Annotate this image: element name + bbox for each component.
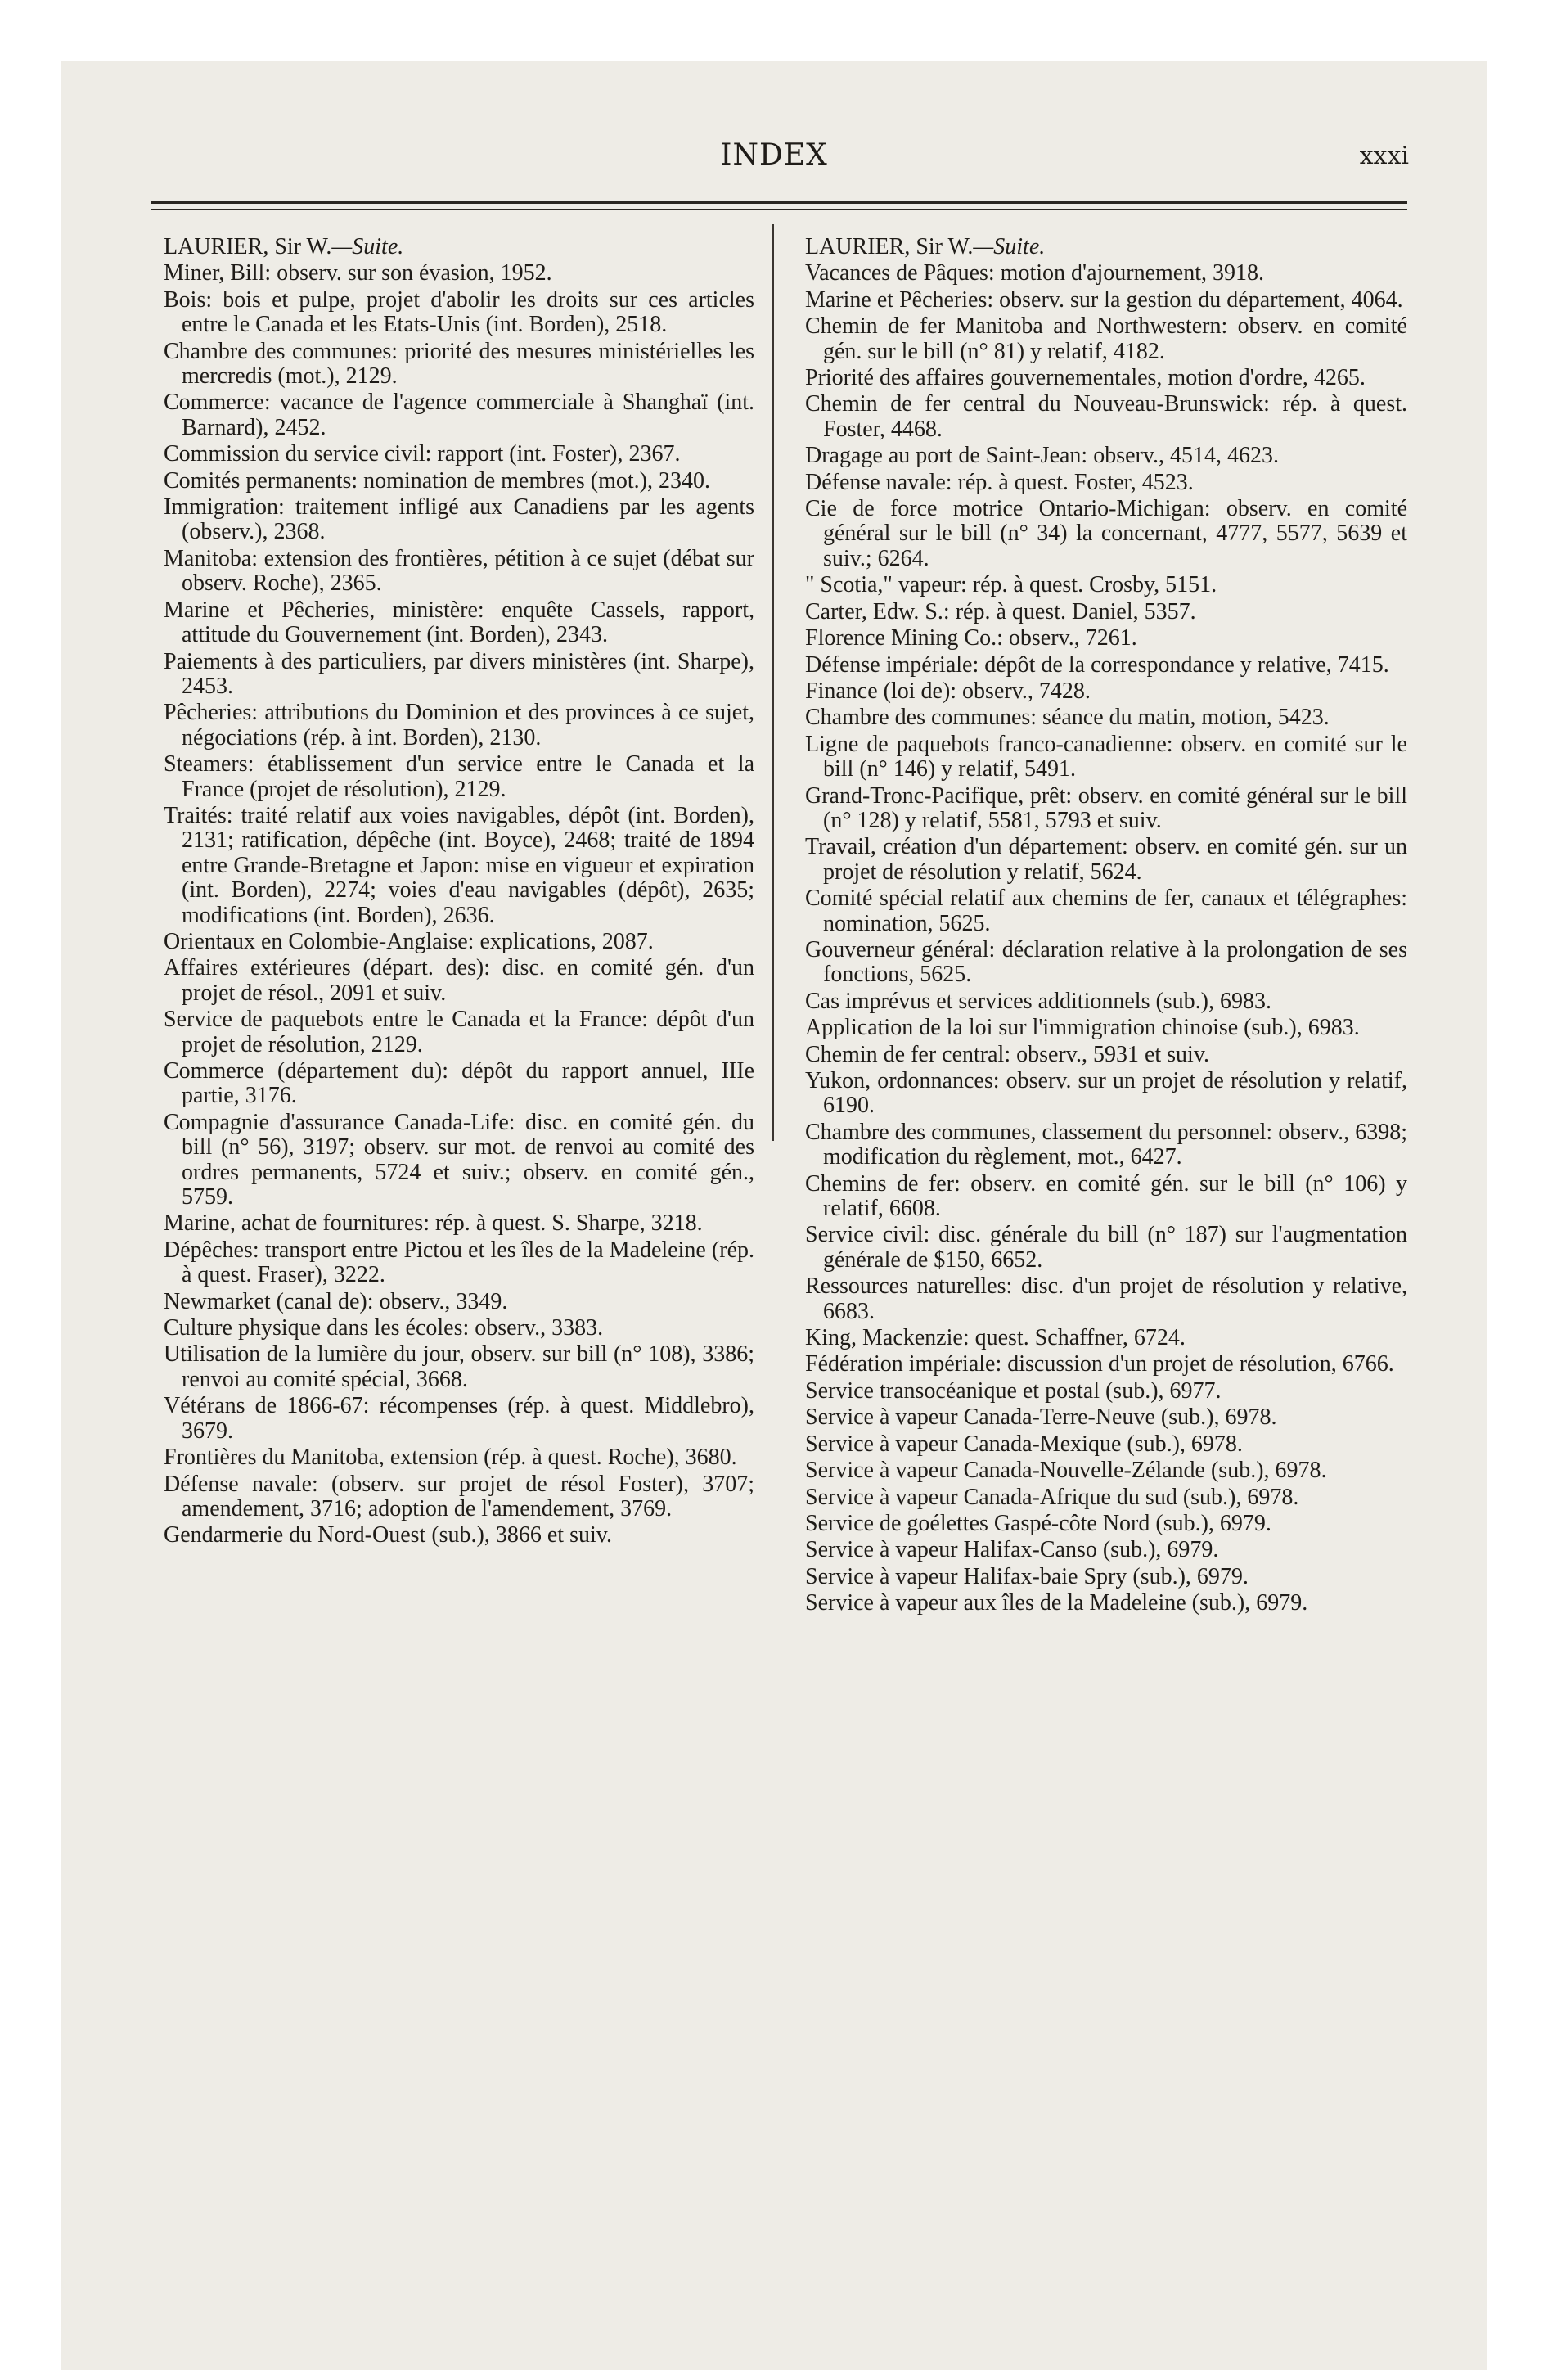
index-entry: Vacances de Pâques: motion d'ajournement, 3918. xyxy=(805,260,1265,286)
left-column xyxy=(164,235,754,1550)
index-entry: Commission du service civil: rapport (int. Foster), 2367. xyxy=(164,441,681,467)
index-entry: Chambre des communes, classement du personnel: observ., 6398; modification du règlement, mot., 6427. xyxy=(805,1119,1407,1170)
index-entry: Chambre des communes: séance du matin, motion, 5423. xyxy=(805,705,1330,731)
index-entry: Orientaux en Colombie-Anglaise: explications, 2087. xyxy=(164,928,654,954)
index-entry: Miner, Bill: observ. sur son évasion, 1952. xyxy=(164,260,552,286)
page-header xyxy=(61,138,1487,187)
index-entry: Service civil: disc. générale du bill (n° 187) sur l'augmentation générale de $150, 6652. xyxy=(805,1222,1407,1273)
index-entry: Chemin de fer central du Nouveau-Brunswick: rép. à quest. Foster, 4468. xyxy=(805,391,1407,442)
index-entry: Comités permanents: nomination de membres (mot.), 2340. xyxy=(164,467,710,494)
index-entry: Commerce: vacance de l'agence commerciale à Shanghaï (int. Barnard), 2452. xyxy=(164,390,754,440)
header-rule-thin xyxy=(151,209,1407,210)
index-entry: Cas imprévus et services additionnels (sub.), 6983. xyxy=(805,988,1272,1014)
index-entry: Travail, création d'un département: observ. en comité gén. sur un projet de résolution y relatif, 5624. xyxy=(805,834,1407,885)
index-entry: Service de paquebots entre le Canada et la France: dépôt d'un projet de résolution, 2129. xyxy=(164,1007,754,1057)
index-entry: Chemins de fer: observ. en comité gén. sur le bill (n° 106) y relatif, 6608. xyxy=(805,1170,1407,1222)
index-entry: Marine et Pêcheries: observ. sur la gestion du département, 4064. xyxy=(805,286,1403,313)
index-entry: Florence Mining Co.: observ., 7261. xyxy=(805,625,1137,651)
index-entry: Dragage au port de Saint-Jean: observ., 4514, 4623. xyxy=(805,443,1280,469)
index-entry: Service à vapeur Canada-Terre-Neuve (sub.), 6978. xyxy=(805,1404,1277,1431)
page-title: INDEX xyxy=(720,138,828,172)
page-number: xxxi xyxy=(1359,142,1409,170)
index-entry: Carter, Edw. S.: rép. à quest. Daniel, 5357. xyxy=(805,598,1196,624)
index-entry: King, Mackenzie: quest. Schaffner, 6724. xyxy=(805,1325,1186,1351)
index-entry: Culture physique dans les écoles: observ., 3383. xyxy=(164,1315,604,1341)
index-entry: Chemin de fer Manitoba and Northwestern: observ. en comité gén. sur le bill (n° 81) y relatif, 4182. xyxy=(805,313,1407,364)
heading-suite: —Suite. xyxy=(973,234,1046,259)
index-entry: Traités: traité relatif aux voies navigables, dépôt (int. Borden), 2131; ratification, dépêche (int. Boyce), 2468; traité de 1894 entre Grande-Bretagne et Japon: mise en vigueur et expiration (int. Borden), 2274; voies d'eau navigables (dépôt), 2635; modifications (int. Borden), 2636. xyxy=(164,802,754,928)
index-entry: Service à vapeur Canada-Mexique (sub.), 6978. xyxy=(805,1431,1243,1457)
index-entry: Dépêches: transport entre Pictou et les îles de la Madeleine (rép. à quest. Fraser), 3222. xyxy=(164,1237,754,1288)
scanned-page xyxy=(61,61,1487,2370)
index-entry: Pêcheries: attributions du Dominion et des provinces à ce sujet, négociations (rép. à int. Borden), 2130. xyxy=(164,700,754,751)
index-entry: Vétérans de 1866-67: récompenses (rép. à quest. Middlebro), 3679. xyxy=(164,1393,754,1444)
index-entry: Finance (loi de): observ., 7428. xyxy=(805,678,1091,704)
heading-name: LAURIER, Sir W. xyxy=(805,234,974,259)
index-entry: Ligne de paquebots franco-canadienne: observ. en comité sur le bill (n° 146) y relatif, 5491. xyxy=(805,731,1407,782)
index-entry: Paiements à des particuliers, par divers ministères (int. Sharpe), 2453. xyxy=(164,648,754,699)
index-entry: Commerce (département du): dépôt du rapport annuel, IIIe partie, 3176. xyxy=(164,1058,754,1109)
index-entry: Fédération impériale: discussion d'un projet de résolution, 6766. xyxy=(805,1351,1394,1377)
left-entries-list xyxy=(164,261,754,1548)
index-entry: Newmarket (canal de): observ., 3349. xyxy=(164,1288,508,1314)
index-entry: Cie de force motrice Ontario-Michigan: observ. en comité général sur le bill (n° 34) la concernant, 4777, 5577, 5639 et suiv.; 6264. xyxy=(805,496,1407,571)
index-entry: Frontières du Manitoba, extension (rép. à quest. Roche), 3680. xyxy=(164,1445,737,1471)
index-entry: Défense navale: rép. à quest. Foster, 4523. xyxy=(805,469,1194,495)
index-entry: Gendarmerie du Nord-Ouest (sub.), 3866 et suiv. xyxy=(164,1522,612,1548)
column-divider xyxy=(772,224,774,1141)
index-entry: Bois: bois et pulpe, projet d'abolir les droits sur ces articles entre le Canada et les Etats-Unis (int. Borden), 2518. xyxy=(164,286,754,338)
header-rule-thick xyxy=(151,201,1407,204)
index-entry: Utilisation de la lumière du jour, observ. sur bill (n° 108), 3386; renvoi au comité spécial, 3668. xyxy=(164,1341,754,1392)
index-entry: Service à vapeur Canada-Afrique du sud (sub.), 6978. xyxy=(805,1484,1299,1510)
index-entry: Priorité des affaires gouvernementales, motion d'ordre, 4265. xyxy=(805,365,1366,391)
index-entry: Défense navale: (observ. sur projet de résol Foster), 3707; amendement, 3716; adoption de l'amendement, 3769. xyxy=(164,1471,754,1521)
index-entry: Service à vapeur Halifax-baie Spry (sub.), 6979. xyxy=(805,1563,1249,1589)
heading-name: LAURIER, Sir W. xyxy=(164,234,332,259)
index-entry: Affaires extérieures (départ. des): disc. en comité gén. d'un projet de résol., 2091 et suiv. xyxy=(164,955,754,1006)
index-entry: Service à vapeur Halifax-Canso (sub.), 6979. xyxy=(805,1537,1219,1563)
index-entry: " Scotia," vapeur: rép. à quest. Crosby, 5151. xyxy=(805,572,1217,598)
left-column-heading xyxy=(164,235,754,259)
index-entry: Service à vapeur Canada-Nouvelle-Zélande (sub.), 6978. xyxy=(805,1458,1327,1484)
index-entry: Application de la loi sur l'immigration chinoise (sub.), 6983. xyxy=(805,1015,1360,1041)
index-entry: Steamers: établissement d'un service entre le Canada et la France (projet de résolution), 2129. xyxy=(164,751,754,802)
index-entry: Service de goélettes Gaspé-côte Nord (sub.), 6979. xyxy=(805,1510,1271,1536)
index-entry: Chambre des communes: priorité des mesures ministérielles les mercredis (mot.), 2129. xyxy=(164,338,754,390)
index-entry: Comité spécial relatif aux chemins de fer, canaux et télégraphes: nomination, 5625. xyxy=(805,886,1407,936)
index-entry: Service transocéanique et postal (sub.), 6977. xyxy=(805,1377,1222,1404)
right-entries-list xyxy=(805,261,1407,1616)
index-entry: Ressources naturelles: disc. d'un projet de résolution y relative, 6683. xyxy=(805,1273,1407,1324)
index-entry: Manitoba: extension des frontières, pétition à ce sujet (débat sur observ. Roche), 2365. xyxy=(164,545,754,597)
index-entry: Marine, achat de fournitures: rép. à quest. S. Sharpe, 3218. xyxy=(164,1210,703,1237)
index-entry: Yukon, ordonnances: observ. sur un projet de résolution y relatif, 6190. xyxy=(805,1068,1407,1119)
heading-suite: —Suite. xyxy=(331,234,404,259)
index-entry: Grand-Tronc-Pacifique, prêt: observ. en comité général sur le bill (n° 128) y relatif, 5581, 5793 et suiv. xyxy=(805,782,1407,833)
index-entry: Chemin de fer central: observ., 5931 et suiv. xyxy=(805,1041,1210,1067)
index-entry: Service à vapeur aux îles de la Madeleine (sub.), 6979. xyxy=(805,1590,1308,1616)
right-column-heading xyxy=(805,235,1407,259)
index-entry: Marine et Pêcheries, ministère: enquête Cassels, rapport, attitude du Gouvernement (int. Borden), 2343. xyxy=(164,597,754,648)
index-entry: Gouverneur général: déclaration relative à la prolongation de ses fonctions, 5625. xyxy=(805,936,1407,988)
right-column xyxy=(805,235,1407,1618)
index-entry: Immigration: traitement infligé aux Canadiens par les agents (observ.), 2368. xyxy=(164,494,754,545)
index-entry: Compagnie d'assurance Canada-Life: disc. en comité gén. du bill (n° 56), 3197; observ. sur mot. de renvoi au comité des ordres permanents, 5724 et suiv.; observ. en comité gén., 5759. xyxy=(164,1109,754,1210)
index-entry: Défense impériale: dépôt de la correspondance y relative, 7415. xyxy=(805,651,1389,678)
